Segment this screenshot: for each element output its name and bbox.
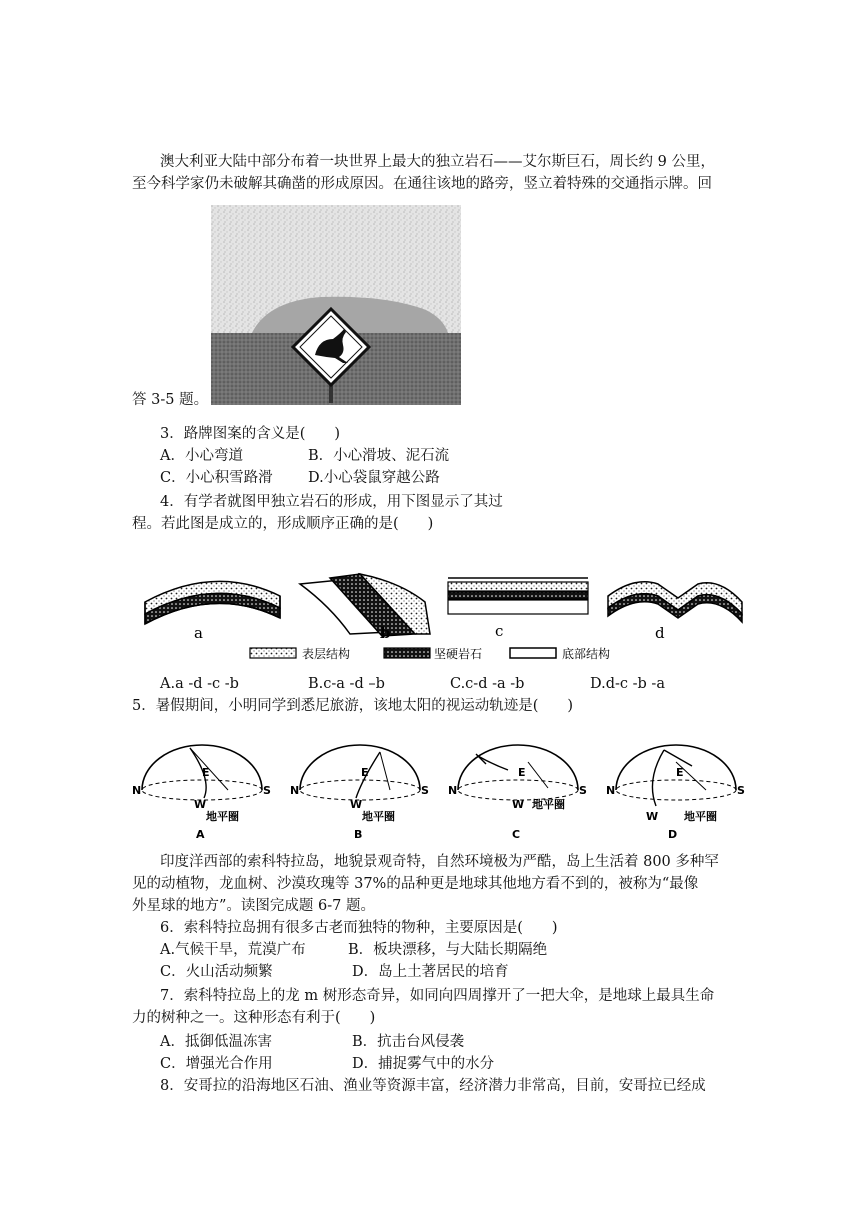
panel-C-e: E bbox=[518, 766, 526, 779]
q5-stem: 5．暑假期间，小明同学到悉尼旅游，该地太阳的视运动轨迹是( ) bbox=[132, 698, 574, 714]
panel-D-e: E bbox=[676, 766, 684, 779]
panel-a-label: a bbox=[194, 624, 203, 642]
q4-stem-1: 4．有学者就图甲独立岩石的形成，用下图显示了其过 bbox=[160, 494, 503, 510]
intro2-line-1: 印度洋西部的索科特拉岛，地貌景观奇特，自然环境极为严酷，岛上生活着 800 多种罕 bbox=[160, 854, 719, 870]
panel-C-n: N bbox=[448, 784, 458, 797]
rock-formation-figure bbox=[130, 562, 755, 670]
panel-A-label: A bbox=[196, 828, 205, 840]
panel-d-label: d bbox=[655, 624, 665, 642]
panel-B-label: B bbox=[354, 828, 363, 840]
q3-option-a: A．小心弯道 bbox=[160, 448, 243, 464]
q8-stem-1: 8．安哥拉的沿海地区石油、渔业等资源丰富，经济潜力非常高，目前，安哥拉已经成 bbox=[160, 1078, 706, 1094]
panel-B-s: S bbox=[421, 784, 429, 797]
intro2-line-2: 见的动植物，龙血树、沙漠玫瑰等 37%的品种更是地球其他地方看不到的，被称为“最像 bbox=[132, 876, 699, 892]
q7-option-c: C．增强光合作用 bbox=[160, 1056, 273, 1072]
panel-A-w: W bbox=[194, 798, 207, 811]
q4-option-a: A.a -d -c -b bbox=[160, 676, 239, 692]
q6-option-d: D．岛上土著居民的培育 bbox=[352, 964, 509, 980]
panel-B bbox=[300, 745, 420, 800]
q4-stem-2: 程。若此图是成立的，形成顺序正确的是( ) bbox=[132, 516, 434, 532]
q7-stem-2: 力的树种之一。这种形态有利于( ) bbox=[132, 1010, 376, 1026]
sun-path-figure bbox=[132, 740, 752, 840]
q4-option-d: D.d-c -b -a bbox=[590, 676, 665, 692]
panel-B-w: W bbox=[350, 798, 363, 811]
panel-a bbox=[145, 581, 280, 624]
legend-bottom-label: 底部结构 bbox=[562, 647, 611, 661]
panel-c bbox=[448, 578, 588, 614]
panel-A-n: N bbox=[132, 784, 142, 797]
panel-C-s: S bbox=[579, 784, 587, 797]
q3-option-c: C．小心积雪路滑 bbox=[160, 470, 273, 486]
panel-D-s: S bbox=[737, 784, 745, 797]
intro-line-3: 答 3-5 题。 bbox=[132, 392, 209, 408]
q4-option-b: B.c-a -d –b bbox=[308, 676, 385, 692]
legend-surface-label: 表层结构 bbox=[302, 647, 351, 661]
panel-C-horizon: 地平圈 bbox=[532, 798, 565, 811]
q3-option-b: B．小心滑坡、泥石流 bbox=[308, 448, 450, 464]
q6-option-b: B．板块漂移，与大陆长期隔绝 bbox=[348, 942, 548, 958]
q4-option-c: C.c-d -a -b bbox=[450, 676, 525, 692]
panel-D-w: W bbox=[646, 810, 659, 823]
panel-A-e: E bbox=[202, 766, 210, 779]
q3-option-d: D.小心袋鼠穿越公路 bbox=[308, 470, 440, 486]
panel-C-label: C bbox=[512, 828, 521, 840]
q7-option-d: D．捕捉雾气中的水分 bbox=[352, 1056, 495, 1072]
legend-surface-swatch bbox=[250, 648, 296, 658]
panel-D-label: D bbox=[668, 828, 678, 840]
q7-option-a: A．抵御低温冻害 bbox=[160, 1034, 272, 1050]
q6-option-c: C．火山活动频繁 bbox=[160, 964, 273, 980]
panel-D-horizon: 地平圈 bbox=[684, 810, 717, 823]
intro-line-2: 至今科学家仍未破解其确凿的形成原因。在通往该地的路旁，竖立着特殊的交通指示牌。回 bbox=[132, 176, 712, 192]
panel-c-label: c bbox=[495, 622, 504, 640]
q6-option-a: A.气候干旱，荒漠广布 bbox=[160, 942, 306, 958]
legend-bottom-swatch bbox=[510, 648, 556, 658]
q3-stem: 3．路牌图案的含义是( ) bbox=[160, 426, 341, 442]
intro2-line-3: 外星球的地方”。读图完成题 6-7 题。 bbox=[132, 898, 375, 914]
panel-B-e: E bbox=[361, 766, 369, 779]
legend-hard-swatch bbox=[384, 648, 430, 658]
q6-stem: 6．索科特拉岛拥有很多古老而独特的物种，主要原因是( ) bbox=[160, 920, 558, 936]
legend-hard-label: 坚硬岩石 bbox=[434, 647, 483, 661]
panel-C-w: W bbox=[512, 798, 525, 811]
panel-B-horizon: 地平圈 bbox=[362, 810, 395, 823]
panel-A-horizon: 地平圈 bbox=[206, 810, 239, 823]
panel-D-n: N bbox=[606, 784, 616, 797]
panel-d bbox=[608, 582, 742, 622]
panel-b-label: b bbox=[380, 624, 391, 642]
panel-b bbox=[300, 574, 430, 636]
panel-B-n: N bbox=[290, 784, 300, 797]
panel-A-s: S bbox=[263, 784, 271, 797]
q7-option-b: B．抗击台风侵袭 bbox=[352, 1034, 465, 1050]
intro-line-1: 澳大利亚大陆中部分布着一块世界上最大的独立岩石——艾尔斯巨石，周长约 9 公里， bbox=[160, 154, 715, 170]
q7-stem-1: 7．索科特拉岛上的龙 m 树形态奇异，如同向四周撑开了一把大伞，是地球上最具生命 bbox=[160, 988, 715, 1004]
ayers-rock-photo bbox=[211, 205, 461, 405]
